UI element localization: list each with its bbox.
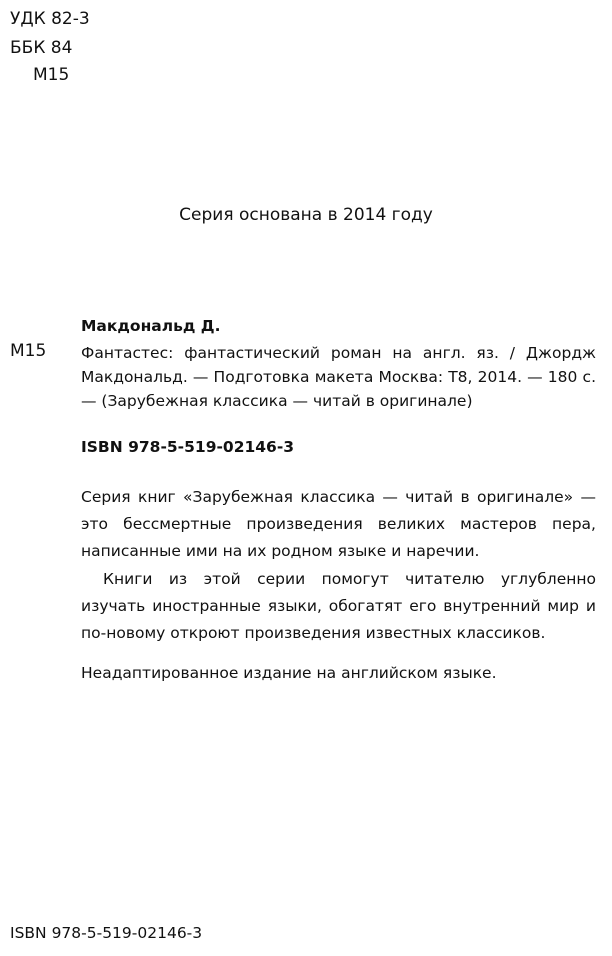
footer-isbn: ISBN 978-5-519-02146-3 <box>10 924 203 942</box>
bibliographic-description: Фантастес: фантастический роман на англ. яз. / Джордж Макдональд. — Подготовка макета Москва: Т8, 2014. — 180 с. — (Зарубежная классика — читай в оригинале) <box>81 344 596 410</box>
annotation-paragraph: Книги из этой серии помогут читателю углубленно изучать иностранные языки, обогатят его внутренний мир и по-новому откроют произведения известных классиков. <box>81 570 596 642</box>
edition-note: Неадаптированное издание на английском языке. <box>81 664 497 682</box>
annotation-paragraph: Серия книг «Зарубежная классика — читай в оригинале» — это бессмертные произведения великих мастеров пера, написанные ими на их родном языке и наречии. <box>81 488 596 560</box>
catalog-cutter-code: М15 <box>10 341 47 361</box>
bbk-code: ББК 84 <box>10 38 73 58</box>
isbn: ISBN 978-5-519-02146-3 <box>81 438 295 456</box>
author-heading: Макдональд Д. <box>81 317 221 335</box>
cutter-code: М15 <box>33 65 70 85</box>
series-founded-note: Серия основана в 2014 году <box>179 205 433 225</box>
udk-code: УДК 82-3 <box>10 9 90 29</box>
